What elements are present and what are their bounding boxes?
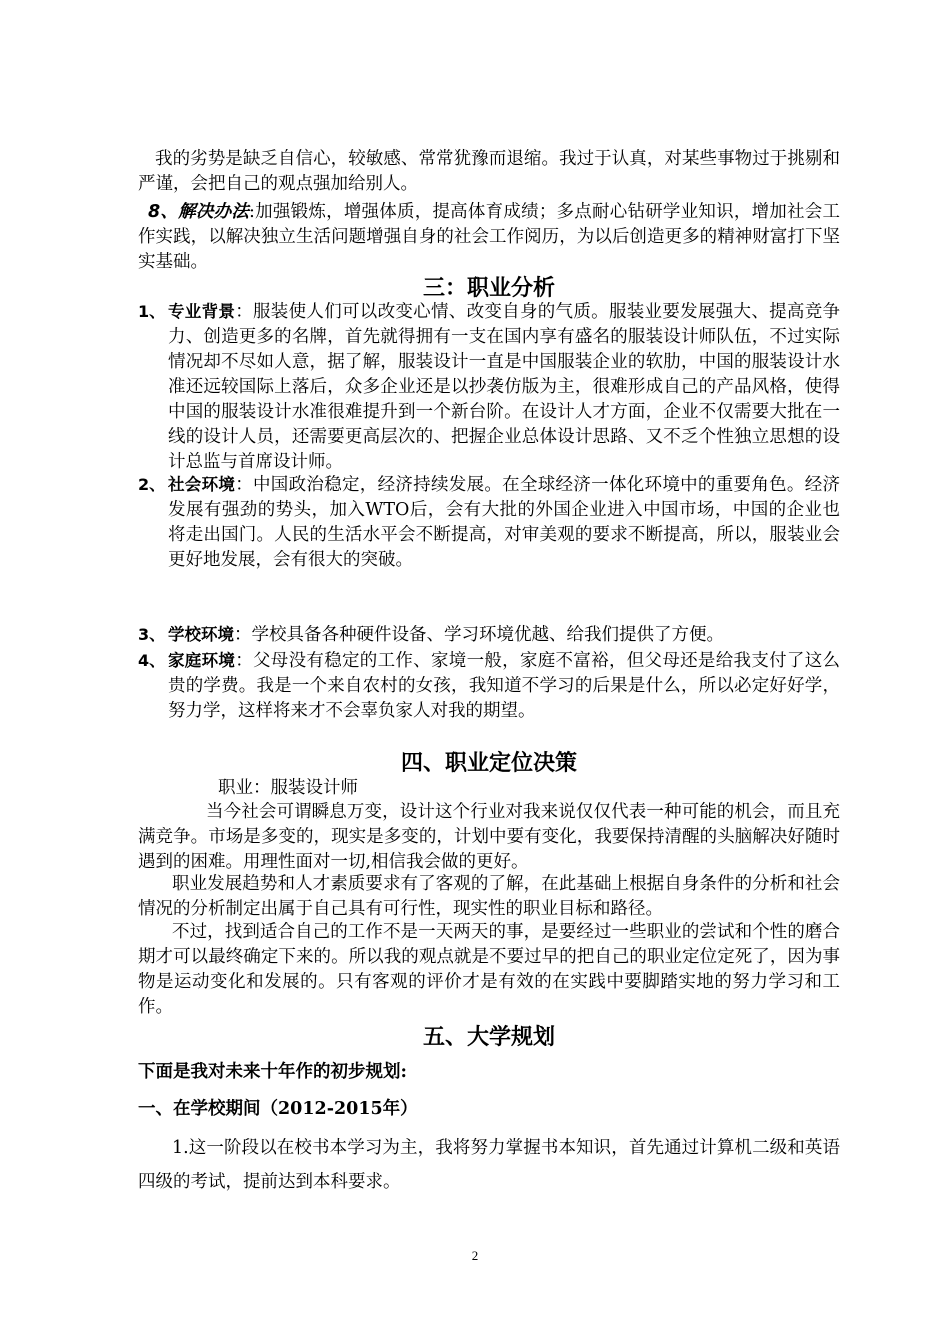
item-number: 2、 [138, 475, 166, 494]
item-number: 3、 [138, 625, 166, 644]
item-number: 4、 [138, 651, 166, 670]
section-4-heading: 四、职业定位决策 [400, 751, 577, 776]
list-item [138, 648, 840, 724]
item-label: 学校环境 [168, 625, 234, 644]
item-number: 1、 [138, 302, 166, 321]
item-label: 家庭环境 [168, 651, 236, 670]
list-item [138, 299, 840, 475]
weakness-paragraph: 我的劣势是缺乏自信心，较敏感、常常犹豫而退缩。我过于认真，对某些事物过于挑剔和严谨，会把自己的观点强加给别人。 [138, 149, 840, 194]
item-text: ：服装使人们可以改变心情、改变自身的气质。服装业要发展强大、提高竞争力、创造更多的名牌，首先就得拥有一支在国内享有盛名的服装设计师队伍，不过实际情况却不尽如人意，据了解，服装设计一直是中国服装企业的软肋，中国的服装设计水准还远较国际上落后，众多企业还是以抄袭仿版为主，很难形成自己的产品风格，使得中国的服装设计水准很难提升到一个新台阶。在设计人才方面，企业不仅需要大批在一线的设计人员，还需要更高层次的、把握企业总体设计思路、又不乏个性独立思想的设计总监与首席设计师。 [168, 302, 841, 472]
item-text: ：学校具备各种硬件设备、学习环境优越、给我们提供了方便。 [234, 625, 724, 645]
section-4-paragraph: 当今社会可谓瞬息万变，设计这个行业对我来说仅仅代表一种可能的机会，而且充满竞争。市场是多变的，现实是多变的，计划中要有变化，我要保持清醒的头脑解决好随时遇到的困难。用理性面对一切,相信我会做的更好。 [138, 802, 840, 872]
solution-label: 8、解决办法 [148, 202, 250, 222]
list-item [138, 622, 840, 648]
solution-text: :加强锻炼，增强体质，提高体育成绩；多点耐心钻研学业知识，增加社会工作实践，以解决独立生活问题增强自身的社会工作阅历，为以后创造更多的精神财富打下坚实基础。 [138, 202, 840, 272]
period-heading: 一、在学校期间（2012-2015年） [138, 1099, 418, 1119]
section-4-paragraph: 职业发展趋势和人才素质要求有了客观的了解，在此基础上根据自身条件的分析和社会情况的分析制定出属于自己具有可行性，现实性的职业目标和路径。 [138, 874, 840, 919]
section-5-heading: 五、大学规划 [422, 1025, 555, 1050]
item-text: ：父母没有稳定的工作、家境一般，家庭不富裕，但父母还是给我支付了这么贵的学费。我是一个来自农村的女孩，我知道不学习的后果是什么，所以必定好好学，努力学，这样将来才不会辜负家人对我的期望。 [168, 651, 841, 721]
solution-paragraph [138, 200, 840, 275]
list-item [138, 472, 840, 573]
section-4-paragraph: 不过，找到适合自己的工作不是一天两天的事，是要经过一些职业的尝试和个性的磨合期才可以最终确定下来的。所以我的观点就是不要过早的把自己的职业定位定死了，因为事物是运动变化和发展的。只有客观的评价才是有效的在实践中要脚踏实地的努力学习和工作。 [138, 922, 840, 1017]
career-label: 职业：服装设计师 [218, 778, 358, 798]
plan-intro: 下面是我对未来十年作的初步规划: [138, 1062, 407, 1082]
item-label: 社会环境 [168, 475, 236, 494]
item-text: ：中国政治稳定，经济持续发展。在全球经济一体化环境中的重要角色。经济发展有强劲的势头，加入WTO后，会有大批的外国企业进入中国市场，中国的企业也将走出国门。人民的生活水平会不断提高，对审美观的要求不断提高，所以，服装业会更好地发展，会有很大的突破。 [168, 475, 841, 570]
item-label: 专业背景 [168, 302, 236, 321]
plan-point-1: 1.这一阶段以在校书本学习为主，我将努力掌握书本知识，首先通过计算机二级和英语四级的考试，提前达到本科要求。 [138, 1138, 840, 1192]
section-3-heading: 三：职业分析 [422, 276, 555, 301]
page-number: 2 [471, 1248, 479, 1263]
